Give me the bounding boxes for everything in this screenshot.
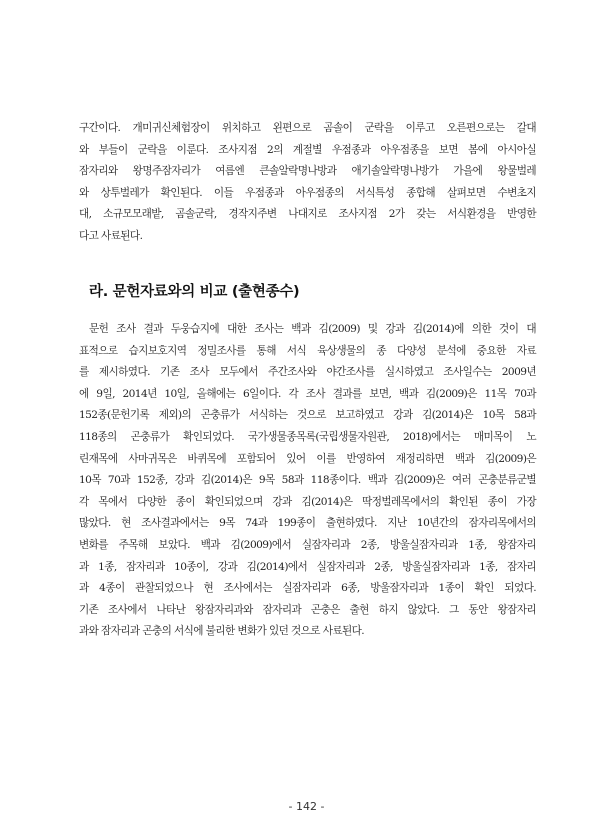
text-line: 과와 잠자리과 곤충의 서식에 불리한 변화가 있던 것으로 사료된다. <box>79 625 365 638</box>
section-heading: 라. 문헌자료와의 비교 (출현종수) <box>89 284 300 300</box>
text-line: 118종의 곤충류가 확인되었다. 국가생물종목록(국립생물자원관, 2018)에서는 매미목이 노 <box>79 430 536 443</box>
paragraph-site2-description <box>79 118 536 248</box>
page-number: - 142 - <box>288 800 325 813</box>
text-line: 기존 조사에서 나타난 왕잠자리과와 잠자리과 곤충은 출현 하지 않았다. 그 동안 왕잠자리 <box>79 603 536 616</box>
text-line: 152종(문헌기록 제외)의 곤충류가 서식하는 것으로 보고하였고 강과 김(2014)은 10목 58과 <box>79 409 536 422</box>
text-line: 문헌 조사 결과 두웅습지에 대한 조사는 백과 김(2009) 및 강과 김(2014)에 의한 것이 대 <box>89 323 536 335</box>
text-line: 변화를 주목해 보았다. 백과 김(2009)에서 실잠자리과 2종, 방울실잠자리과 1종, 왕잠자리 <box>79 538 536 551</box>
text-line: 구간이다. 개미귀신체험장이 위치하고 왼편으로 곰솔이 군락을 이루고 오른편으로는 갈대 <box>79 122 536 134</box>
text-line: 표적으로 습지보호지역 정밀조사를 통해 서식 육상생물의 종 다양성 분석에 중요한 자료 <box>79 344 536 357</box>
text-line: 와 상투벌레가 확인된다. 이들 우점종과 아우점종의 서식특성 종합해 살펴보면 수변초지 <box>79 186 536 199</box>
text-line: 에 9일, 2014년 10일, 올해에는 6일이다. 각 조사 결과를 보면, 백과 김(2009)은 11목 70과 <box>79 387 536 400</box>
text-line: 많았다. 현 조사결과에서는 9목 74과 199종이 출현하였다. 지난 10년간의 잠자리목에서의 <box>79 517 536 530</box>
text-line: 대, 소규모모래밭, 곰솔군락, 경작지주변 나대지로 조사지점 2가 갖는 서식환경을 반영한 <box>79 208 536 221</box>
text-line: 10목 70과 152종, 강과 김(2014)은 9목 58과 118종이다. 백과 김(2009)은 여러 곤충분류군별 <box>79 474 536 487</box>
paragraph-literature-comparison <box>79 319 536 643</box>
text-line: 린재목에 사마귀목은 바퀴목에 포함되어 있어 이를 반영하여 재정리하면 백과 김(2009)은 <box>79 452 536 465</box>
text-line: 잠자리와 왕명주잠자리가 여름엔 큰솔알락명나방과 애기솔알락명나방가 가을에 왕물벌레 <box>79 165 536 178</box>
text-line: 다고 사료된다. <box>79 229 143 242</box>
text-line: 와 부들이 군락을 이룬다. 조사지점 2의 계절별 우점종과 아우점종을 보면 봄에 아시아실 <box>79 143 536 156</box>
text-line: 를 제시하였다. 기존 조사 모두에서 주간조사와 야간조사를 실시하였고 조사일수는 2009년 <box>79 366 536 379</box>
text-line: 과 1종, 잠자리과 10종이, 강과 김(2014)에서 실잠자리과 2종, 방울실잠자리과 1종, 잠자리 <box>79 560 536 573</box>
text-line: 각 목에서 다양한 종이 확인되었으며 강과 김(2014)은 딱정벌레목에서의 확인된 종이 가장 <box>79 495 536 508</box>
text-line: 과 4종이 관찰되었으나 현 조사에서는 실잠자리과 6종, 방울잠자리과 1종이 확인 되었다. <box>79 582 536 595</box>
